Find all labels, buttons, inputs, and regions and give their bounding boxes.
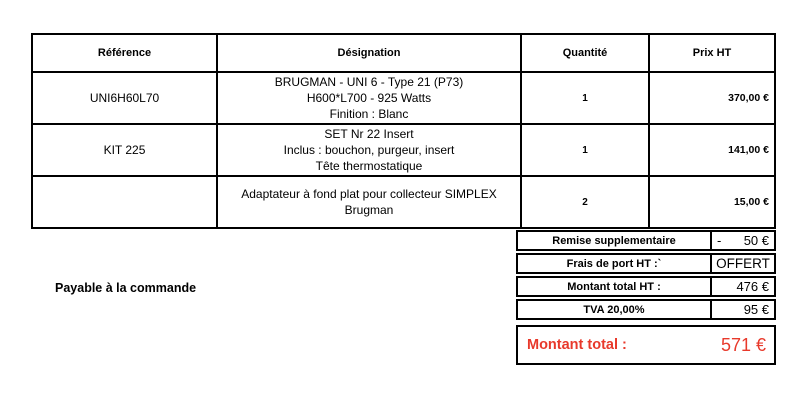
row2-designation-line2: Inclus : bouchon, purgeur, insert (283, 143, 455, 157)
row3-designation-line1: Adaptateur à fond plat pour collecteur SIMPLEX (241, 187, 497, 201)
discount-minus-sign: - (717, 233, 722, 248)
discount-amount: 50 € (743, 233, 769, 248)
totals-table (516, 230, 776, 322)
subtotal-label: Montant total HT : (518, 278, 712, 295)
header-designation: Désignation (216, 35, 520, 71)
grand-total-label: Montant total : (527, 337, 627, 353)
vat-label: TVA 20,00% (518, 301, 712, 318)
grand-total-row (516, 325, 776, 365)
payment-terms-note: Payable à la commande (55, 281, 197, 295)
shipping-value: OFFERT (716, 256, 770, 271)
row1-price: 370,00 € (648, 71, 774, 123)
grand-total-value: 571 € (720, 334, 766, 355)
discount-value-cell (712, 232, 774, 249)
vat-value: 95 € (743, 302, 769, 317)
row3-designation (216, 175, 520, 227)
discount-label: Remise supplementaire (518, 232, 712, 249)
row2-reference: KIT 225 (33, 123, 216, 175)
row3-price: 15,00 € (648, 175, 774, 227)
row3-designation-line2: Brugman (344, 203, 394, 217)
row2-designation-line3: Tête thermostatique (315, 159, 423, 173)
row2-price: 141,00 € (648, 123, 774, 175)
row2-quantity: 1 (520, 123, 648, 175)
row2-designation (216, 123, 520, 175)
header-price: Prix HT (648, 35, 774, 71)
totals-row-shipping (516, 253, 776, 274)
row1-designation-line2: H600*L700 - 925 Watts (306, 91, 432, 105)
row1-designation (216, 71, 520, 123)
header-reference: Référence (97, 47, 152, 59)
row3-quantity: 2 (520, 175, 648, 227)
totals-row-subtotal (516, 276, 776, 297)
row1-designation-line1: BRUGMAN - UNI 6 - Type 21 (P73) (274, 75, 464, 89)
row2-designation-line1: SET Nr 22 Insert (324, 127, 414, 141)
totals-row-vat (516, 299, 776, 320)
subtotal-value: 476 € (736, 279, 769, 294)
shipping-label: Frais de port HT :` (518, 255, 712, 272)
row1-quantity: 1 (520, 71, 648, 123)
header-quantity: Quantité (520, 35, 648, 71)
row1-reference: UNI6H60L70 (33, 71, 216, 123)
totals-row-discount (516, 230, 776, 251)
row1-designation-line3: Finition : Blanc (329, 107, 409, 121)
items-table (31, 33, 776, 229)
row3-reference (33, 175, 216, 227)
